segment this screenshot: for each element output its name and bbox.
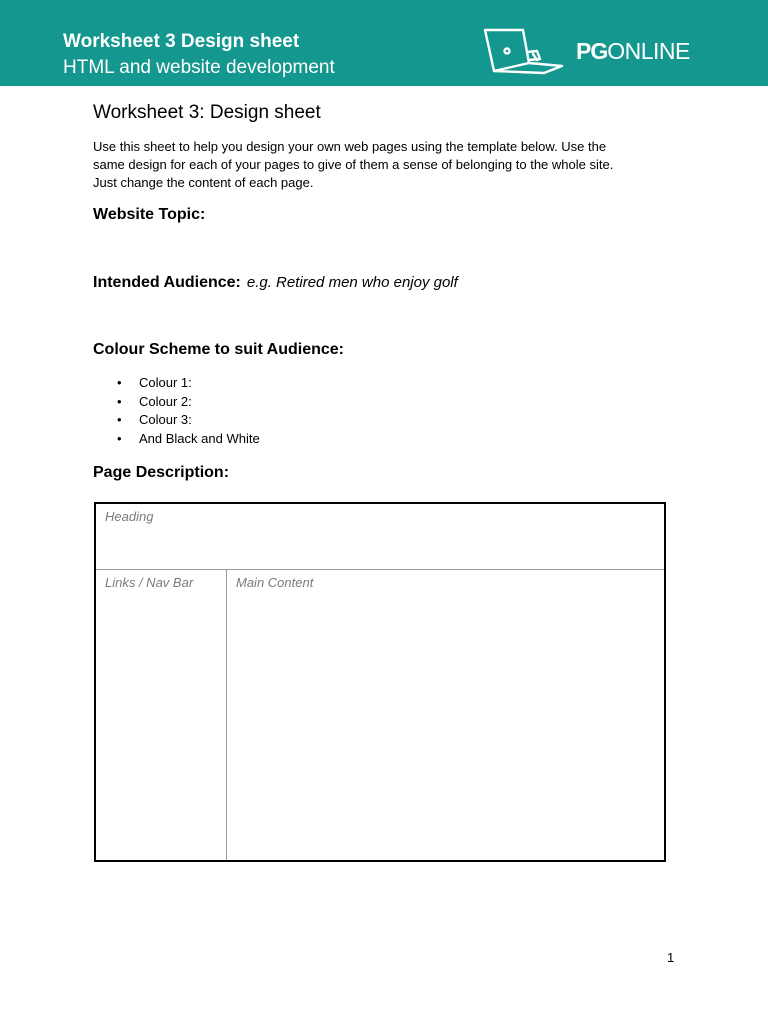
banner-subtitle: HTML and website development <box>63 57 335 78</box>
header-banner <box>0 0 768 86</box>
page-description-label: Page Description: <box>93 464 230 481</box>
colour-item-label: Colour 3: <box>139 412 192 428</box>
template-nav-label: Links / Nav Bar <box>105 575 194 590</box>
logo-wordmark <box>576 38 690 64</box>
website-topic-label: Website Topic: <box>93 206 206 223</box>
colour-list <box>117 374 260 449</box>
logo-light-text: ONLINE <box>607 38 690 64</box>
intro-line: Use this sheet to help you design your own web pages using the template below. Use the <box>93 139 607 154</box>
bullet: • <box>117 412 122 428</box>
list-item <box>117 411 260 430</box>
list-item <box>117 393 260 412</box>
list-item <box>117 374 260 393</box>
colour-scheme-label: Colour Scheme to suit Audience: <box>93 341 344 358</box>
audience-label: Intended Audience: <box>93 274 241 291</box>
intro-paragraph <box>93 138 673 192</box>
template-main-label: Main Content <box>236 575 314 590</box>
template-nav-area <box>96 570 227 860</box>
audience-example: e.g. Retired men who enjoy golf <box>246 274 458 291</box>
bullet: • <box>117 431 122 447</box>
bullet: • <box>117 393 122 409</box>
template-heading-label: Heading <box>105 509 154 524</box>
laptop-icon <box>482 27 566 75</box>
bullet: • <box>117 375 122 390</box>
audience-row <box>93 273 458 293</box>
list-item <box>117 430 260 449</box>
template-heading-area <box>96 504 664 570</box>
colour-item-label: Colour 1: <box>139 375 192 390</box>
logo-bold-text: PG <box>576 38 608 64</box>
page-title: Worksheet 3: Design sheet <box>93 102 321 123</box>
template-main-area <box>227 570 664 860</box>
intro-line: same design for each of your pages to give of them a sense of belonging to the whole site. <box>93 157 614 172</box>
colour-item-label: Colour 2: <box>139 393 192 409</box>
intro-line: Just change the content of each page. <box>93 175 314 190</box>
page-layout-template <box>94 502 666 862</box>
colour-item-label: And Black and White <box>139 431 260 447</box>
page-number: 1 <box>667 950 675 965</box>
banner-title: Worksheet 3 Design sheet <box>63 31 300 52</box>
